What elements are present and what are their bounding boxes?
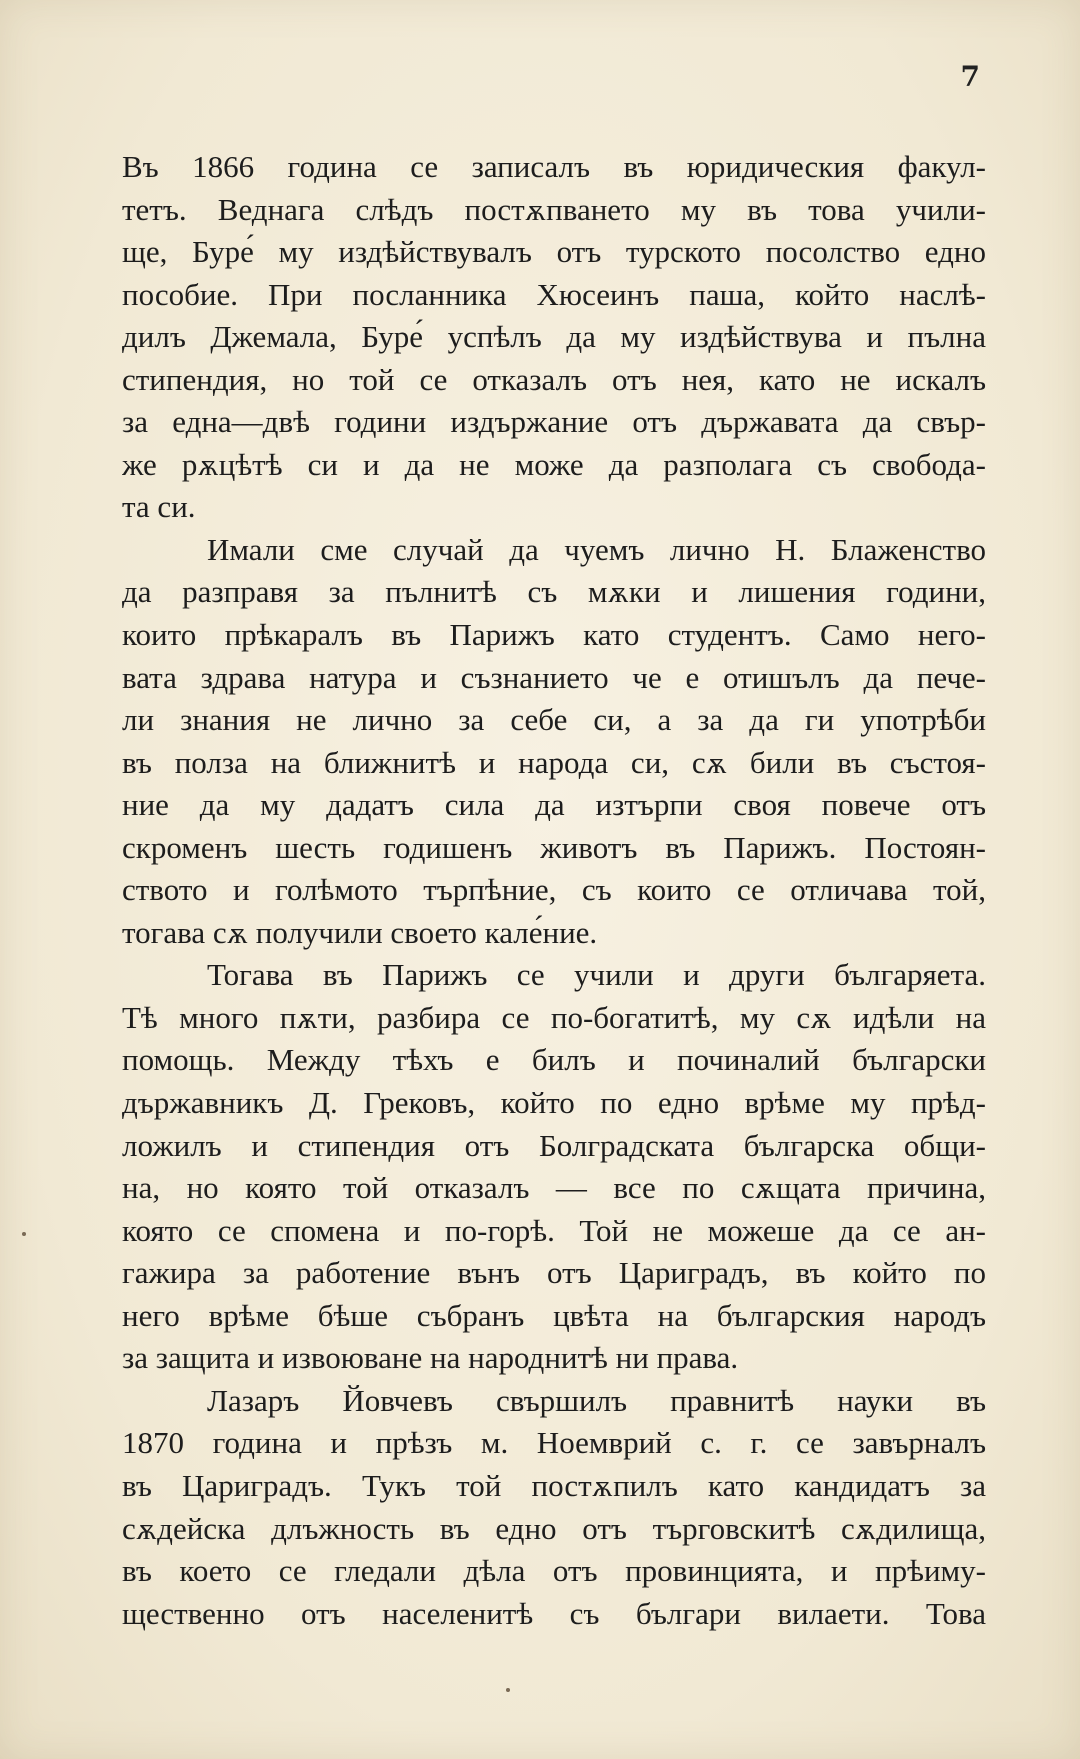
paragraph-1 xyxy=(122,146,986,529)
text-line: за една—двѣ години издържание отъ държавата да свър- xyxy=(122,404,986,440)
text-line: ството и голѣмото търпѣние, съ които се отличава той, xyxy=(122,872,986,908)
text-line: помощь. Между тѣхъ е билъ и починалий български xyxy=(122,1042,986,1078)
text-line: въ Цариградъ. Тукъ той постѫпилъ като кандидатъ за xyxy=(122,1467,986,1503)
text-line: ли знания не лично за себе си, а за да ги употрѣби xyxy=(122,702,986,738)
paragraph-4 xyxy=(122,1380,986,1635)
text-line: които прѣкаралъ въ Парижъ като студентъ. Само него- xyxy=(122,617,986,653)
text-line: ние да му дадатъ сила да изтърпи своя повече отъ xyxy=(122,787,986,823)
text-line: та си. xyxy=(122,489,196,525)
text-line: която се спомена и по-горѣ. Той не можеше да се ан- xyxy=(122,1212,986,1248)
text-line: ложилъ и стипендия отъ Болградската българска общи- xyxy=(122,1127,986,1163)
text-line: Имали сме случай да чуемъ лично Н. Блаженство xyxy=(207,531,986,567)
text-line: Въ 1866 година се записалъ въ юридическия факул- xyxy=(122,149,986,184)
text-line: дилъ Джемала, Буре́ успѣлъ да му издѣйствува и пълна xyxy=(122,319,986,355)
text-line: скроменъ шесть годишенъ животъ въ Парижъ. Постоян- xyxy=(122,829,986,865)
text-line: да разправя за пълнитѣ съ мѫки и лишения години, xyxy=(122,574,986,610)
text-line: въ което се гледали дѣла отъ провинцията, и прѣиму- xyxy=(122,1553,986,1589)
text-line: щественно отъ населенитѣ съ българи вилаети. Това xyxy=(122,1595,986,1631)
text-line: гажира за работение вънъ отъ Цариградъ, въ който по xyxy=(122,1255,986,1291)
text-line: за защита и извоюване на народнитѣ ни права. xyxy=(122,1340,739,1376)
text-line: Тогава въ Парижъ се учили и други българяета. xyxy=(207,957,986,993)
page-number: 7 xyxy=(960,60,980,93)
text-line: тетъ. Веднага слѣдъ постѫпването му въ това учили- xyxy=(122,191,986,227)
text-line: пособие. При посланника Хюсеинъ паша, който наслѣ- xyxy=(122,276,986,312)
text-line: държавникъ Д. Грековъ, който по едно врѣме му прѣд- xyxy=(122,1085,986,1121)
text-line: Лазаръ Йовчевъ свършилъ правнитѣ науки въ xyxy=(207,1382,986,1418)
body-text xyxy=(122,146,986,1635)
text-line: него врѣме бѣше събранъ цвѣта на българския народъ xyxy=(122,1297,986,1333)
text-line: же рѫцѣтѣ си и да не може да разполага съ свобода- xyxy=(122,446,986,482)
paragraph-2 xyxy=(122,529,986,954)
text-line: на, но която той отказалъ — все по сѫщата причина, xyxy=(122,1170,986,1206)
text-line: стипендия, но той се отказалъ отъ нея, като не искалъ xyxy=(122,361,986,397)
text-line: вата здрава натура и съзнанието че е отишълъ да пече- xyxy=(122,659,986,695)
paper-speck xyxy=(22,1232,26,1236)
text-line: сѫдейска длъжность въ едно отъ търговскитѣ сѫдилища, xyxy=(122,1510,986,1546)
text-line: ще, Буре́ му издѣйствувалъ отъ турското посолство едно xyxy=(122,234,986,270)
paragraph-3 xyxy=(122,954,986,1379)
text-line: тогава сѫ получили своето кале́ние. xyxy=(122,914,598,950)
text-line: 1870 година и прѣзъ м. Ноемврий с. г. се завърналъ xyxy=(122,1425,986,1461)
text-line: въ полза на ближнитѣ и народа си, сѫ били въ състоя- xyxy=(122,744,986,780)
text-line: Тѣ много пѫти, разбира се по-богатитѣ, му сѫ идѣли на xyxy=(122,999,986,1035)
paper-speck xyxy=(506,1688,510,1692)
